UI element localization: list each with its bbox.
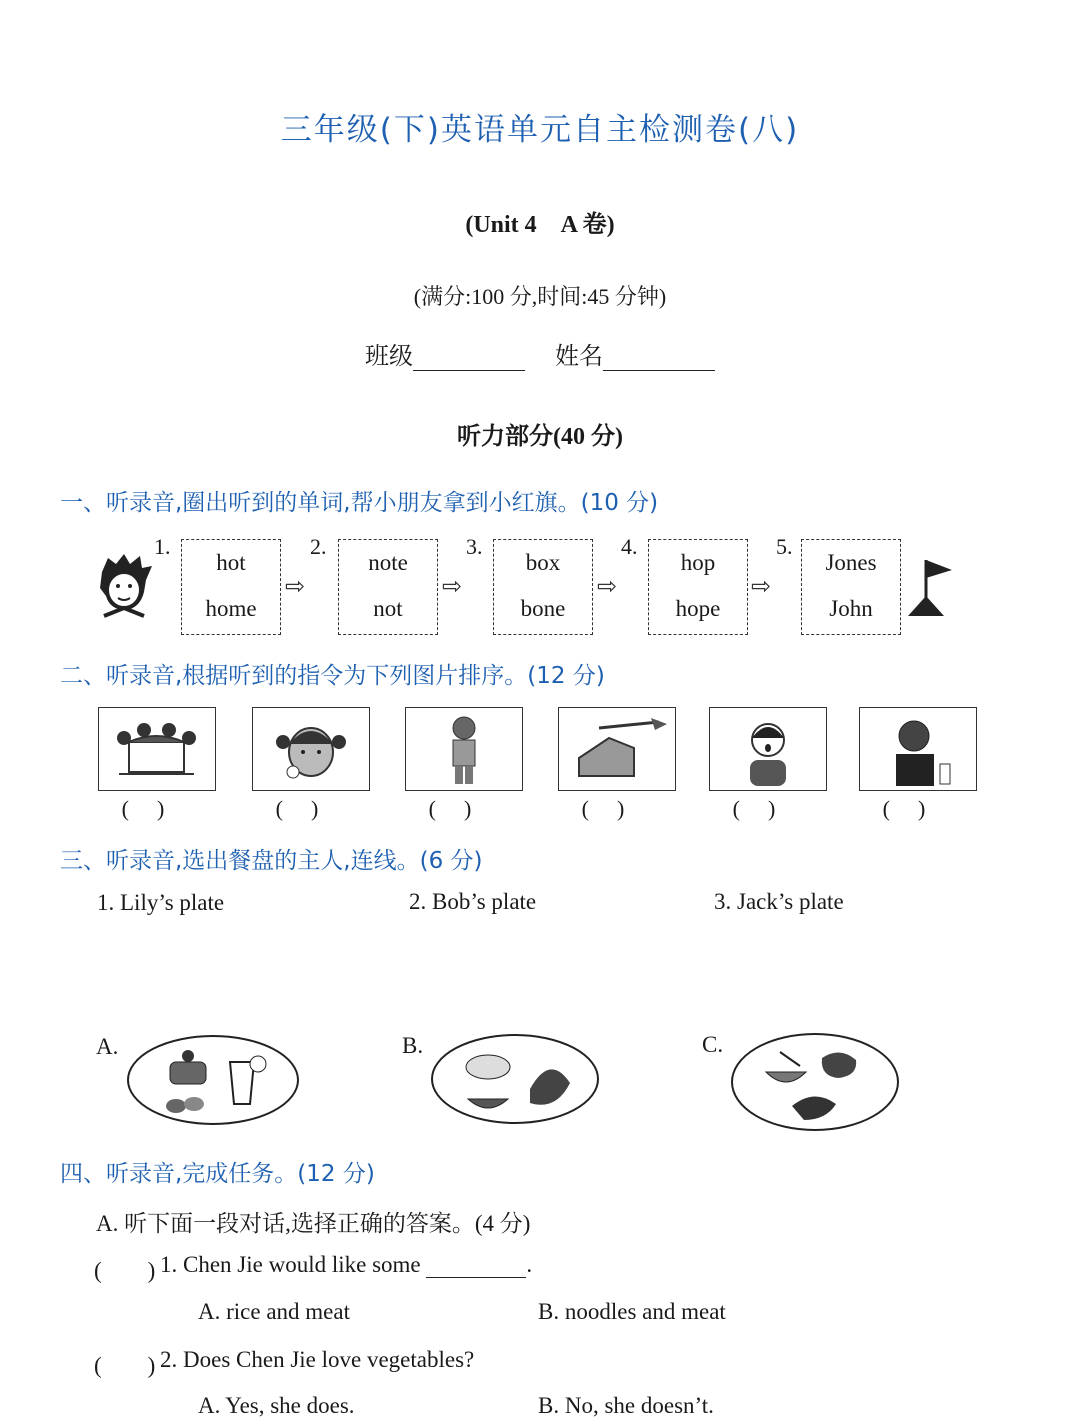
item-number: 5. [776,534,793,559]
plate-owner-bob[interactable]: 2. Bob’s plate [409,889,537,914]
q1-option-a[interactable]: A. rice and meat [198,1299,350,1324]
score-time-info: (满分:100 分,时间:45 分钟) [413,284,667,309]
part-a-instruction: A. 听下面一段对话,选择正确的答案。(4 分) [96,1211,531,1236]
arrow-right-icon: ⇨ [285,572,306,600]
word-box-1 [181,539,281,635]
word-box-5 [801,539,901,635]
section3-heading: 三、听录音,选出餐盘的主人,连线。(6 分) [60,848,483,874]
arrow-right-icon: ⇨ [442,572,463,600]
question-2-text: 2. Does Chen Jie love vegetables? [160,1347,475,1372]
page-title: 三年级(下)英语单元自主检测卷(八) [280,112,800,148]
item-number: 3. [466,534,483,559]
listening-part-heading: 听力部分(40 分) [457,424,623,450]
plate-label-a: A. [96,1034,119,1059]
word-option[interactable]: hope [675,596,721,621]
name-blank[interactable] [603,346,715,371]
picture-boy-drinking [859,707,977,791]
answer-paren[interactable]: ( ) [94,1258,156,1283]
word-option[interactable]: box [525,550,561,575]
item-number: 4. [621,534,638,559]
plate-label-b: B. [402,1033,424,1058]
question-1 [160,1252,532,1278]
question-1-text: 1. Chen Jie would like some [160,1252,421,1277]
name-row [0,336,1080,371]
name-label: 姓名 [555,344,603,370]
picture-boy-standing [405,707,523,791]
word-option[interactable]: not [373,596,403,621]
word-box-3 [493,539,593,635]
answer-paren[interactable]: () [428,796,500,821]
word-option[interactable]: hop [680,550,716,575]
word-option[interactable]: Jones [825,550,877,575]
question-1-blank[interactable] [426,1257,526,1278]
q2-option-b[interactable]: B. No, she doesn’t. [538,1393,714,1418]
word-option[interactable]: note [368,550,408,575]
word-option[interactable]: bone [520,596,566,621]
answer-paren[interactable]: () [882,796,954,821]
question-1-end: . [526,1252,533,1277]
word-option[interactable]: hot [216,550,246,575]
class-blank[interactable] [413,346,525,371]
q1-option-b[interactable]: B. noodles and meat [538,1299,726,1324]
plate-owner-jack[interactable]: 3. Jack’s plate [714,889,844,914]
picture-girl-eating [252,707,370,791]
q2-option-a[interactable]: A. Yes, she does. [198,1393,355,1418]
plate-label-c: C. [702,1032,724,1057]
answer-paren[interactable]: () [275,796,347,821]
word-box-2 [338,539,438,635]
arrow-right-icon: ⇨ [597,572,618,600]
answer-paren[interactable]: () [732,796,804,821]
arrow-right-icon: ⇨ [751,572,772,600]
item-number: 1. [154,534,171,559]
answer-paren[interactable]: () [581,796,653,821]
boy-icon [94,552,156,622]
word-option[interactable]: John [829,596,873,621]
section4-heading: 四、听录音,完成任务。(12 分) [60,1161,375,1187]
answer-paren[interactable]: ( ) [94,1353,156,1378]
picture-birthday-cake [98,707,216,791]
unit-subtitle: (Unit 4 A 卷) [465,212,615,238]
word-option[interactable]: home [205,596,257,621]
answer-paren[interactable]: () [121,796,193,821]
picture-girl-surprised [709,707,827,791]
plate-c[interactable] [730,1032,900,1132]
plate-b[interactable] [430,1033,600,1125]
flag-icon [904,556,958,620]
section1-heading: 一、听录音,圈出听到的单词,帮小朋友拿到小红旗。(10 分) [60,490,659,516]
section2-heading: 二、听录音,根据听到的指令为下列图片排序。(12 分) [60,663,605,689]
picture-bread-knife [558,707,676,791]
word-box-4 [648,539,748,635]
plate-owner-lily[interactable]: 1. Lily’s plate [97,890,225,915]
class-label: 班级 [365,344,413,370]
item-number: 2. [310,534,327,559]
plate-a[interactable] [126,1034,300,1126]
